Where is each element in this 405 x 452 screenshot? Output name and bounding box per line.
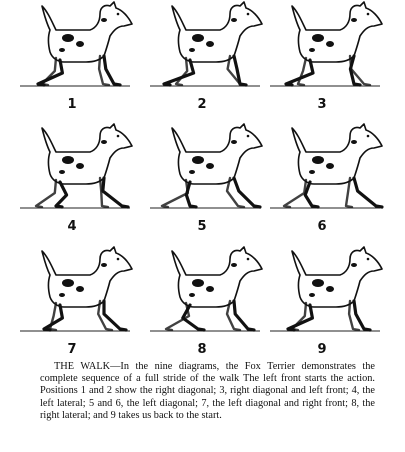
terrier-body bbox=[172, 124, 262, 184]
terrier-drawing bbox=[150, 245, 285, 365]
diagram-cell-1 bbox=[20, 0, 155, 120]
eye bbox=[117, 135, 120, 138]
fore-leg-near bbox=[104, 301, 126, 330]
eye bbox=[117, 258, 120, 261]
terrier-drawing bbox=[270, 245, 405, 365]
coat-marking bbox=[206, 163, 214, 169]
caption: THE WALK—In the nine diagrams, the Fox Terrier demonstrates the complete sequence of a full stride of the walk The left front starts the action. Positions 1 and 2 show the right diagonal; 3, right diagonal and left front; 4, the left lateral; 5 and 6, the left diagonal; 7, the left diagonal and right front; 8, the right lateral; and 9 takes us back to the start. bbox=[40, 361, 375, 421]
diagram-number: 7 bbox=[67, 342, 77, 357]
diagram-cell-2 bbox=[150, 0, 285, 120]
hind-leg-far bbox=[284, 180, 306, 207]
coat-marking bbox=[192, 34, 204, 42]
eye bbox=[367, 135, 370, 138]
terrier-drawing bbox=[20, 245, 155, 365]
coat-marking bbox=[76, 286, 84, 292]
diagram-cell-4 bbox=[20, 122, 155, 242]
coat-marking bbox=[312, 156, 324, 164]
diagram-number: 3 bbox=[317, 97, 327, 112]
diagram-cell-9 bbox=[270, 245, 405, 365]
terrier-body bbox=[292, 247, 382, 307]
hind-leg-near bbox=[288, 305, 312, 330]
terrier-body bbox=[42, 247, 132, 307]
coat-marking bbox=[189, 293, 195, 297]
coat-marking bbox=[309, 293, 315, 297]
hind-leg-far bbox=[162, 180, 188, 207]
terrier-body bbox=[292, 2, 382, 62]
fore-leg-near bbox=[354, 178, 382, 207]
terrier-drawing bbox=[270, 122, 405, 242]
coat-marking bbox=[62, 156, 74, 164]
hind-leg-near bbox=[186, 182, 196, 207]
coat-marking bbox=[309, 48, 315, 52]
coat-marking bbox=[101, 18, 107, 22]
fore-leg-near bbox=[234, 178, 260, 207]
diagram-number: 6 bbox=[317, 219, 327, 234]
coat-marking bbox=[206, 286, 214, 292]
diagram-number: 4 bbox=[67, 219, 77, 234]
diagram-number: 8 bbox=[197, 342, 207, 357]
terrier-drawing bbox=[20, 0, 155, 120]
hind-leg-near bbox=[38, 60, 62, 85]
coat-marking bbox=[59, 293, 65, 297]
coat-marking bbox=[76, 163, 84, 169]
coat-marking bbox=[62, 279, 74, 287]
hind-leg-near bbox=[305, 182, 318, 207]
hind-leg-far bbox=[166, 303, 189, 330]
diagram-cell-7 bbox=[20, 245, 155, 365]
coat-marking bbox=[351, 18, 357, 22]
hind-leg-far bbox=[298, 58, 306, 85]
coat-marking bbox=[189, 170, 195, 174]
coat-marking bbox=[351, 263, 357, 267]
coat-marking bbox=[101, 140, 107, 144]
eye bbox=[247, 135, 250, 138]
coat-marking bbox=[231, 18, 237, 22]
coat-marking bbox=[326, 163, 334, 169]
coat-marking bbox=[192, 156, 204, 164]
fore-leg-near bbox=[104, 56, 120, 85]
terrier-drawing bbox=[150, 0, 285, 120]
coat-marking bbox=[206, 41, 214, 47]
eye bbox=[367, 13, 370, 16]
eye bbox=[247, 13, 250, 16]
eye bbox=[247, 258, 250, 261]
coat-marking bbox=[76, 41, 84, 47]
coat-marking bbox=[312, 279, 324, 287]
terrier-drawing bbox=[20, 122, 155, 242]
coat-marking bbox=[59, 170, 65, 174]
diagram-number: 1 bbox=[67, 97, 77, 112]
coat-marking bbox=[231, 263, 237, 267]
terrier-body bbox=[172, 2, 262, 62]
coat-marking bbox=[309, 170, 315, 174]
coat-marking bbox=[326, 41, 334, 47]
diagram-number: 9 bbox=[317, 342, 327, 357]
coat-marking bbox=[231, 140, 237, 144]
eye bbox=[367, 258, 370, 261]
diagram-cell-8 bbox=[150, 245, 285, 365]
coat-marking bbox=[59, 48, 65, 52]
fore-leg-near bbox=[103, 178, 128, 207]
diagram-cell-6 bbox=[270, 122, 405, 242]
terrier-body bbox=[42, 2, 132, 62]
coat-marking bbox=[326, 286, 334, 292]
fore-leg-near bbox=[350, 56, 360, 85]
terrier-body bbox=[42, 124, 132, 184]
terrier-body bbox=[172, 247, 262, 307]
coat-marking bbox=[192, 279, 204, 287]
eye bbox=[117, 13, 120, 16]
coat-marking bbox=[62, 34, 74, 42]
hind-leg-far bbox=[36, 180, 56, 207]
diagram-cell-3 bbox=[270, 0, 405, 120]
fore-leg-near bbox=[354, 301, 370, 330]
coat-marking bbox=[351, 140, 357, 144]
coat-marking bbox=[189, 48, 195, 52]
hind-leg-far bbox=[176, 58, 187, 85]
diagram-number: 5 bbox=[197, 219, 207, 234]
diagram-number: 2 bbox=[197, 97, 207, 112]
hind-leg-near bbox=[56, 182, 67, 207]
coat-marking bbox=[312, 34, 324, 42]
coat-marking bbox=[101, 263, 107, 267]
diagram-cell-5 bbox=[150, 122, 285, 242]
terrier-body bbox=[292, 124, 382, 184]
terrier-drawing bbox=[270, 0, 405, 120]
fore-leg-near bbox=[234, 301, 254, 330]
terrier-drawing bbox=[150, 122, 285, 242]
